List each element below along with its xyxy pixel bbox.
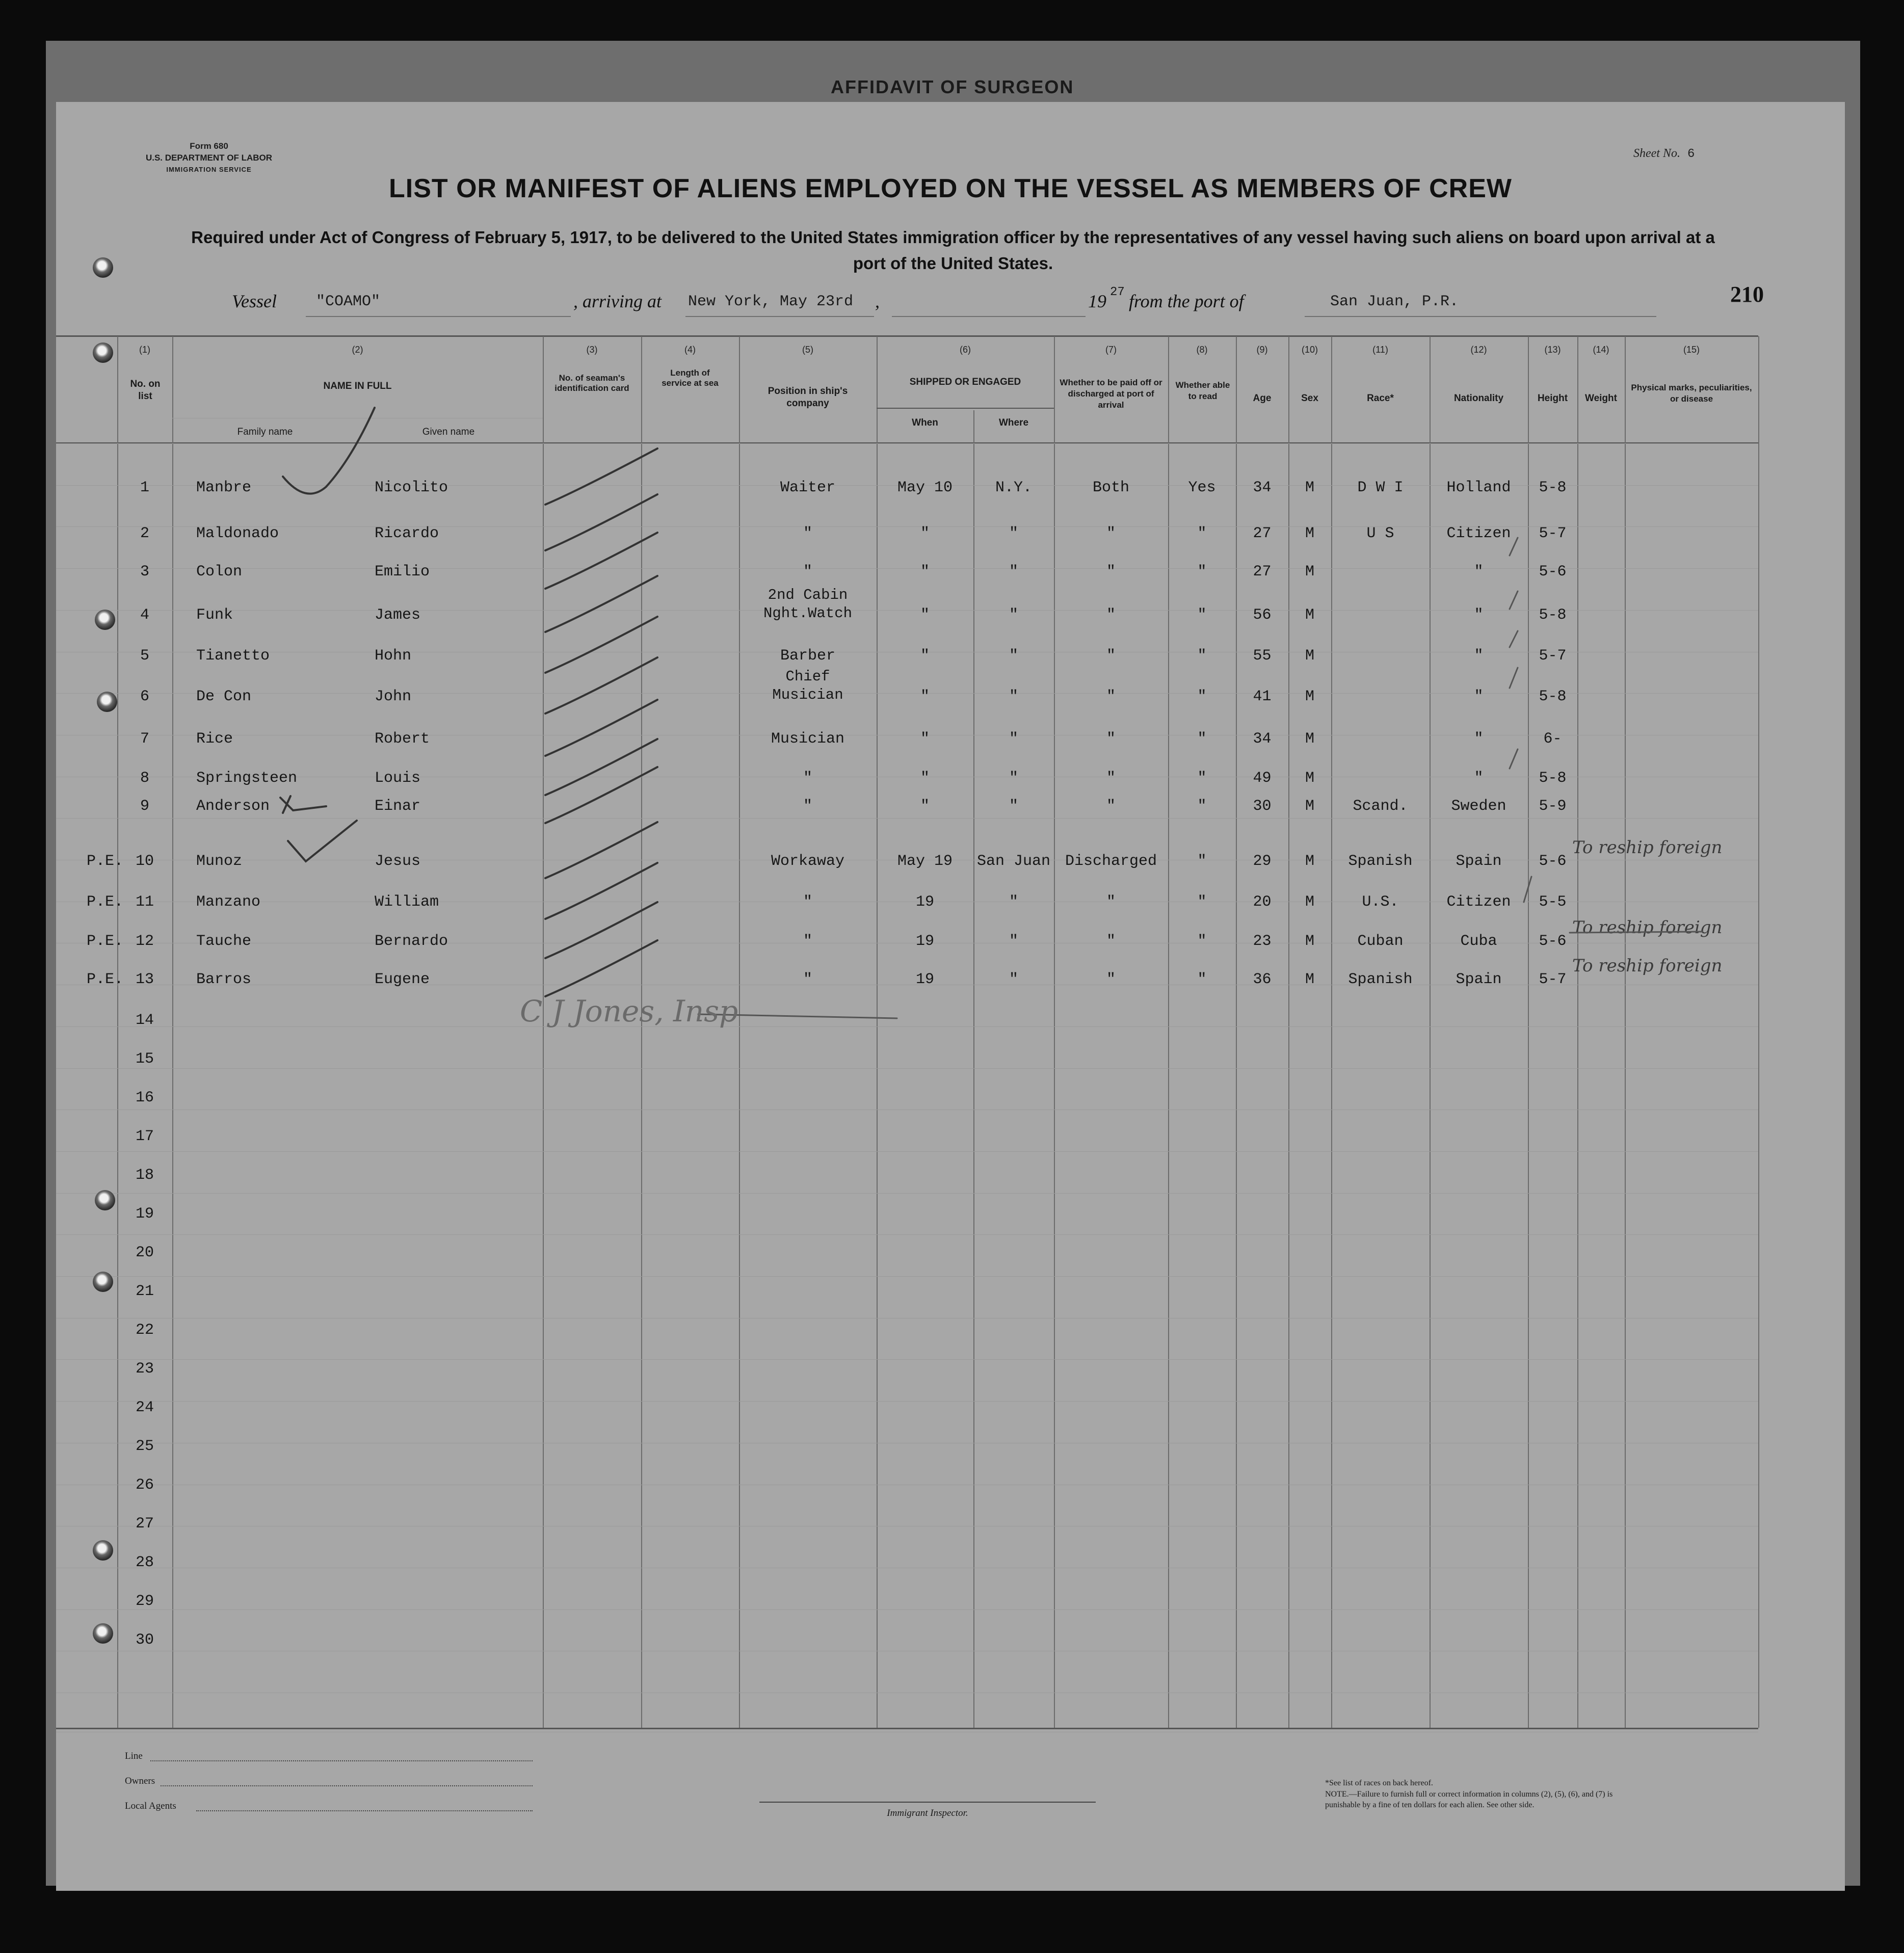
punch-hole: [93, 1540, 113, 1561]
row-3-where: ": [1009, 563, 1018, 580]
row-11-paid: ": [1106, 893, 1116, 911]
row-7-position: Musician: [771, 730, 845, 748]
row-3-height: 5-6: [1539, 563, 1567, 580]
row-11-sex: M: [1305, 893, 1314, 911]
row-10-age: 29: [1253, 853, 1272, 870]
row-1-when: May 10: [897, 479, 953, 496]
row-11-position: ": [803, 893, 812, 911]
row-4-sex: M: [1305, 606, 1314, 624]
row-11-given: William: [375, 893, 439, 911]
row-13-no: 13: [135, 971, 154, 988]
sheet-number-label: Sheet No.: [1633, 147, 1680, 160]
row-10-height: 5-6: [1539, 853, 1567, 870]
inspector-signature: C J Jones, Insp: [520, 994, 738, 1028]
row-5-position: Barber: [780, 647, 836, 665]
row-3-read: ": [1197, 563, 1207, 580]
row-13-family: Barros: [196, 971, 252, 988]
row-8-family: Springsteen: [196, 770, 298, 787]
check-mark-icon: [283, 408, 375, 494]
colnum-4: (4): [684, 345, 696, 355]
row-5-height: 5-7: [1539, 647, 1567, 665]
row-4-where: ": [1009, 606, 1018, 624]
colnum-10: (10): [1301, 345, 1318, 355]
row-8-no: 8: [140, 770, 149, 787]
row-12-no: 12: [135, 933, 154, 950]
row-number-21: 21: [135, 1283, 154, 1300]
row-8-given: Louis: [375, 770, 421, 787]
row-10-family: Munoz: [196, 853, 243, 870]
row-1-position: Waiter: [780, 479, 836, 496]
row-11-height: 5-5: [1539, 893, 1567, 911]
row-12-paid: ": [1106, 933, 1116, 950]
row-2-height: 5-7: [1539, 525, 1567, 542]
row-12-position: ": [803, 933, 812, 950]
row-2-where: ": [1009, 525, 1018, 542]
row-13-paid: ": [1106, 971, 1116, 988]
row-10-sex: M: [1305, 853, 1314, 870]
card-tick-marks: [545, 448, 657, 996]
colnum-7: (7): [1105, 345, 1117, 355]
row-6-position: Chief Musician: [772, 668, 843, 703]
row-13-race: Spanish: [1348, 971, 1413, 988]
row-12-sex: M: [1305, 933, 1314, 950]
header-physical-marks: Physical marks, peculiarities, or disease: [1631, 383, 1752, 404]
row-6-given: John: [375, 688, 412, 705]
header-seaman-card: No. of seaman's identification card: [554, 373, 629, 393]
nationality-tick: [1510, 631, 1518, 647]
row-13-nationality: Spain: [1456, 971, 1502, 988]
row-6-sex: M: [1305, 688, 1314, 705]
year-prefix: 19: [1088, 291, 1106, 311]
row-13-height: 5-7: [1539, 971, 1567, 988]
punch-hole: [93, 257, 113, 278]
back-sheet-title: AFFIDAVIT OF SURGEON: [831, 76, 1074, 97]
row-7-paid: ": [1106, 730, 1116, 748]
punch-hole: [93, 1623, 113, 1644]
row-11-when: 19: [915, 893, 934, 911]
row-6-age: 41: [1253, 688, 1272, 705]
row-12-where: ": [1009, 933, 1018, 950]
punch-hole: [93, 342, 113, 363]
punch-hole: [93, 1272, 113, 1292]
subtitle-line-2: port of the United States.: [853, 254, 1053, 273]
manifest-number: 210: [1730, 282, 1764, 307]
arriving-comma: ,: [875, 291, 880, 311]
header-when: When: [912, 417, 938, 428]
row-8-height: 5-8: [1539, 770, 1567, 787]
row-7-given: Robert: [375, 730, 430, 748]
row-2-read: ": [1197, 525, 1207, 542]
colnum-9: (9): [1256, 345, 1268, 355]
row-6-paid: ": [1106, 688, 1116, 705]
row-11-where: ": [1009, 893, 1018, 911]
row-2-family: Maldonado: [196, 525, 279, 542]
row-10-no: 10: [135, 853, 154, 870]
row-1-family: Manbre: [196, 479, 252, 496]
row-9-given: Einar: [375, 798, 421, 815]
header-paid-off: Whether to be paid off or discharged at port of arrival: [1060, 378, 1162, 410]
vessel-name: "COAMO": [316, 293, 381, 310]
row-1-where: N.Y.: [995, 479, 1032, 496]
header-where: Where: [998, 417, 1029, 428]
row-number-28: 28: [135, 1554, 154, 1571]
row-9-position: ": [803, 798, 812, 815]
row-8-position: ": [803, 770, 812, 787]
colnum-13: (13): [1544, 345, 1561, 355]
row-3-age: 27: [1253, 563, 1272, 580]
row-8-read: ": [1197, 770, 1207, 787]
row-8-when: ": [920, 770, 930, 787]
row-2-position: ": [803, 525, 812, 542]
row-7-when: ": [920, 730, 930, 748]
row-5-given: Hohn: [375, 647, 412, 665]
form-number: Form 680: [190, 141, 228, 151]
row-9-sex: M: [1305, 798, 1314, 815]
row-12-nationality: Cuba: [1460, 933, 1497, 950]
penalty-note: NOTE.—Failure to furnish full or correct information in columns (2), (5), (6), and (7) is punishable by a fine of ten dollars for each alien. See other side.: [1325, 1790, 1613, 1809]
row-11-age: 20: [1253, 893, 1272, 911]
row-10-read: ": [1197, 853, 1207, 870]
row-11-prefix: P.E.: [87, 893, 124, 911]
row-9-race: Scand.: [1353, 798, 1408, 815]
row-1-sex: M: [1305, 479, 1314, 496]
row-9-age: 30: [1253, 798, 1272, 815]
row-1-race: D W I: [1357, 479, 1404, 496]
row-3-nationality: ": [1474, 563, 1484, 580]
header-height: Height: [1537, 393, 1568, 404]
row-1-given: Nicolito: [375, 479, 448, 496]
footer-agents-label: Local Agents: [125, 1801, 176, 1811]
row-10-remark: To reship foreign: [1572, 837, 1723, 858]
row-11-race: U.S.: [1362, 893, 1399, 911]
row-12-when: 19: [915, 933, 934, 950]
row-10-when: May 19: [897, 853, 953, 870]
footer-line-dots: [150, 1760, 533, 1761]
row-13-read: ": [1197, 971, 1207, 988]
row-10-race: Spanish: [1348, 853, 1413, 870]
row-6-read: ": [1197, 688, 1207, 705]
row-10-paid: Discharged: [1065, 853, 1157, 870]
row-4-no: 4: [140, 606, 149, 624]
row-4-nationality: ": [1474, 606, 1484, 624]
row-7-family: Rice: [196, 730, 233, 748]
vessel-label: Vessel: [232, 291, 277, 311]
row-10-nationality: Spain: [1456, 853, 1502, 870]
row-4-family: Funk: [196, 606, 233, 624]
row-5-where: ": [1009, 647, 1018, 665]
row-number-30: 30: [135, 1631, 154, 1649]
row-12-family: Tauche: [196, 933, 252, 950]
row-8-nationality: ": [1474, 770, 1484, 787]
from-port-value: San Juan, P.R.: [1330, 293, 1459, 310]
department-name: U.S. DEPARTMENT OF LABOR: [145, 153, 273, 163]
row-9-where: ": [1009, 798, 1018, 815]
row-10-position: Workaway: [771, 853, 845, 870]
colnum-1: (1): [139, 345, 150, 355]
header-race: Race*: [1367, 393, 1394, 404]
row-1-height: 5-8: [1539, 479, 1567, 496]
row-11-family: Manzano: [196, 893, 261, 911]
row-4-age: 56: [1253, 606, 1272, 624]
colnum-8: (8): [1196, 345, 1208, 355]
immigrant-inspector-label: Immigrant Inspector.: [887, 1808, 968, 1818]
row-1-read: Yes: [1188, 479, 1216, 496]
row-2-race: U S: [1366, 525, 1394, 542]
row-13-position: ": [803, 971, 812, 988]
row-6-family: De Con: [196, 688, 252, 705]
arriving-label: , arriving at: [573, 291, 662, 311]
from-port-label: from the port of: [1129, 291, 1244, 311]
header-position: Position in ship's company: [768, 386, 848, 409]
nationality-tick: [1510, 538, 1518, 556]
row-13-given: Eugene: [375, 971, 430, 988]
row-number-24: 24: [135, 1399, 154, 1416]
row-7-no: 7: [140, 730, 149, 748]
row-7-sex: M: [1305, 730, 1314, 748]
row-number-29: 29: [135, 1593, 154, 1610]
punch-hole: [95, 1190, 115, 1210]
row-5-paid: ": [1106, 647, 1116, 665]
row-12-remark: To reship foreign: [1572, 917, 1723, 938]
header-name-in-full: NAME IN FULL: [323, 381, 392, 391]
footer-owners-label: Owners: [125, 1776, 155, 1786]
header-shipped: SHIPPED OR ENGAGED: [909, 377, 1021, 387]
remark-strike-line: [1570, 932, 1702, 933]
row-2-sex: M: [1305, 525, 1314, 542]
row-number-26: 26: [135, 1476, 154, 1494]
row-5-nationality: ": [1474, 647, 1484, 665]
race-note: *See list of races on back hereof.: [1325, 1779, 1433, 1787]
row-5-no: 5: [140, 647, 149, 665]
row-number-17: 17: [135, 1128, 154, 1145]
row-9-read: ": [1197, 798, 1207, 815]
row-6-nationality: ": [1474, 688, 1484, 705]
header-age: Age: [1253, 393, 1272, 404]
row-number-16: 16: [135, 1089, 154, 1106]
nationality-tick: [1524, 877, 1531, 902]
header-no-on-list: No. on list: [130, 379, 161, 402]
row-12-read: ": [1197, 933, 1207, 950]
row-13-age: 36: [1253, 971, 1272, 988]
row-7-nationality: ": [1474, 730, 1484, 748]
row-4-read: ": [1197, 606, 1207, 624]
row-13-where: ": [1009, 971, 1018, 988]
row-5-when: ": [920, 647, 930, 665]
row-number-14: 14: [135, 1012, 154, 1029]
header-weight: Weight: [1585, 393, 1617, 404]
nationality-tick: [1510, 591, 1518, 609]
row-12-height: 5-6: [1539, 933, 1567, 950]
row-6-no: 6: [140, 688, 149, 705]
cross-mark-icon: [280, 796, 326, 813]
row-3-no: 3: [140, 563, 149, 580]
row-13-when: 19: [915, 971, 934, 988]
row-6-height: 5-8: [1539, 688, 1567, 705]
row-8-age: 49: [1253, 770, 1272, 787]
row-4-when: ": [920, 606, 930, 624]
row-number-15: 15: [135, 1050, 154, 1068]
row-13-prefix: P.E.: [87, 971, 124, 988]
row-3-sex: M: [1305, 563, 1314, 580]
row-number-27: 27: [135, 1515, 154, 1533]
header-given-name: Given name: [422, 427, 475, 437]
row-10-given: Jesus: [375, 853, 421, 870]
row-5-read: ": [1197, 647, 1207, 665]
colnum-12: (12): [1470, 345, 1487, 355]
row-number-18: 18: [135, 1167, 154, 1184]
row-1-nationality: Holland: [1446, 479, 1511, 496]
header-able-read: Whether able to read: [1175, 380, 1230, 401]
row-2-paid: ": [1106, 525, 1116, 542]
row-12-given: Bernardo: [375, 933, 448, 950]
row-6-when: ": [920, 688, 930, 705]
row-6-where: ": [1009, 688, 1018, 705]
row-5-age: 55: [1253, 647, 1272, 665]
page-title: LIST OR MANIFEST OF ALIENS EMPLOYED ON THE VESSEL AS MEMBERS OF CREW: [389, 174, 1512, 203]
row-9-family: Anderson: [196, 798, 270, 815]
header-nationality: Nationality: [1453, 393, 1504, 404]
row-3-family: Colon: [196, 563, 243, 580]
row-1-no: 1: [140, 479, 149, 496]
colnum-11: (11): [1372, 345, 1388, 355]
row-13-remark: To reship foreign: [1572, 956, 1723, 976]
row-2-given: Ricardo: [375, 525, 439, 542]
subtitle-line-1: Required under Act of Congress of February 5, 1917, to be delivered to the United States immigration officer by the representatives of any vessel having such aliens on board upon arrival at a: [191, 228, 1715, 247]
header-length-service: Length of service at sea: [662, 368, 719, 388]
header-family-name: Family name: [237, 427, 293, 437]
year-suffix: 27: [1110, 285, 1125, 299]
row-3-position: ": [803, 563, 812, 580]
row-10-where: San Juan: [976, 853, 1051, 870]
footer-line-label: Line: [125, 1751, 143, 1761]
row-4-paid: ": [1106, 606, 1116, 624]
row-number-19: 19: [135, 1205, 154, 1223]
sheet-number-value: 6: [1687, 147, 1695, 161]
row-13-sex: M: [1305, 971, 1314, 988]
colnum-14: (14): [1593, 345, 1609, 355]
row-5-sex: M: [1305, 647, 1314, 665]
nationality-tick: [1510, 668, 1518, 688]
row-2-nationality: Citizen: [1446, 525, 1511, 542]
row-7-read: ": [1197, 730, 1207, 748]
row-7-height: 6-: [1543, 730, 1562, 748]
colnum-2: (2): [352, 345, 363, 355]
row-2-no: 2: [140, 525, 149, 542]
colnum-6: (6): [960, 345, 971, 355]
row-1-age: 34: [1253, 479, 1272, 496]
row-5-family: Tianetto: [196, 647, 270, 665]
row-number-23: 23: [135, 1360, 154, 1378]
row-7-age: 34: [1253, 730, 1272, 748]
row-9-no: 9: [140, 798, 149, 815]
colnum-15: (15): [1683, 345, 1700, 355]
colnum-5: (5): [802, 345, 813, 355]
row-12-age: 23: [1253, 933, 1272, 950]
row-11-read: ": [1197, 893, 1207, 911]
row-8-where: ": [1009, 770, 1018, 787]
row-2-when: ": [920, 525, 930, 542]
row-11-nationality: Citizen: [1446, 893, 1511, 911]
punch-hole: [95, 610, 115, 630]
row-3-given: Emilio: [375, 563, 430, 580]
row-9-nationality: Sweden: [1451, 798, 1506, 815]
row-number-22: 22: [135, 1322, 154, 1339]
row-2-age: 27: [1253, 525, 1272, 542]
row-9-paid: ": [1106, 798, 1116, 815]
row-number-25: 25: [135, 1438, 154, 1455]
inspector-signature-line: [759, 1802, 1096, 1803]
row-4-height: 5-8: [1539, 606, 1567, 624]
row-4-position: 2nd Cabin Nght.Watch: [763, 587, 853, 622]
row-12-race: Cuban: [1357, 933, 1404, 950]
footer-owners-dots: [161, 1785, 533, 1786]
row-3-paid: ": [1106, 563, 1116, 580]
nationality-tick: [1510, 749, 1518, 769]
punch-hole: [97, 692, 117, 712]
footer-agents-dots: [196, 1810, 533, 1811]
colnum-3: (3): [586, 345, 598, 355]
row-9-height: 5-9: [1539, 798, 1567, 815]
row-7-where: ": [1009, 730, 1018, 748]
row-8-sex: M: [1305, 770, 1314, 787]
check-mark-icon: [288, 821, 357, 861]
row-12-prefix: P.E.: [87, 933, 124, 950]
row-8-paid: ": [1106, 770, 1116, 787]
header-sex: Sex: [1301, 393, 1318, 404]
row-10-prefix: P.E.: [87, 853, 124, 870]
row-9-when: ": [920, 798, 930, 815]
service-name: IMMIGRATION SERVICE: [166, 166, 252, 173]
row-11-no: 11: [135, 893, 154, 911]
arriving-value: New York, May 23rd: [688, 293, 854, 310]
row-3-when: ": [920, 563, 930, 580]
row-1-paid: Both: [1092, 479, 1129, 496]
row-number-20: 20: [135, 1244, 154, 1261]
row-4-given: James: [375, 606, 421, 624]
